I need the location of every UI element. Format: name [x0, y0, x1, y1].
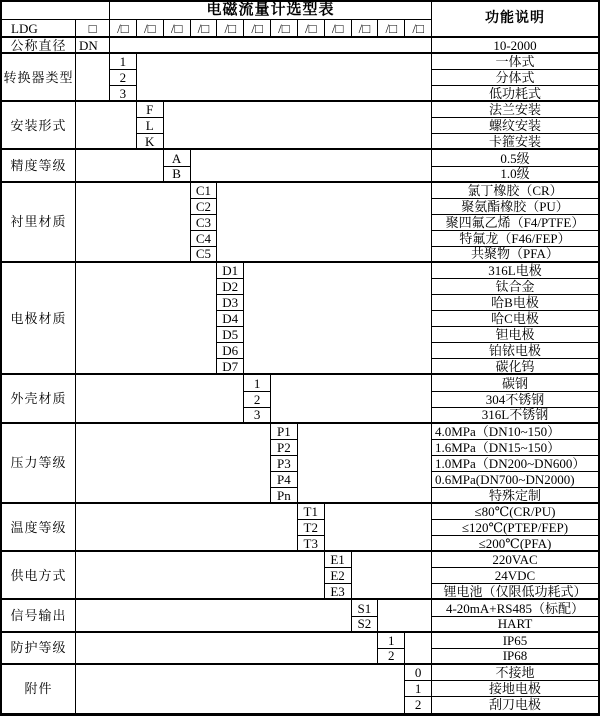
option-desc: 1.0MPa（DN200~DN600）: [432, 456, 598, 472]
option-code: C3: [191, 215, 218, 231]
option-code: K: [137, 134, 164, 150]
spacer-cell: [76, 424, 271, 504]
model-code-box: □: [76, 20, 110, 38]
spacer-cell: [378, 600, 432, 632]
model-code-slot: /□: [352, 20, 379, 38]
spacer-cell: [164, 102, 432, 150]
option-desc: 220VAC: [432, 552, 598, 568]
option-code: D1: [217, 263, 244, 279]
option-code: D7: [217, 359, 244, 375]
spacer-cell: [76, 504, 298, 552]
spacer-cell: [76, 102, 137, 150]
option-desc: ≤80℃(CR/PU): [432, 504, 598, 520]
option-desc: IP65: [432, 633, 598, 649]
option-desc: 锂电池（仅限低功耗式）: [432, 584, 598, 600]
model-code-slot: /□: [164, 20, 191, 38]
title-row-spacer: [2, 2, 110, 20]
group-label: 转换器类型: [2, 54, 76, 102]
spacer-cell: [298, 424, 432, 504]
option-code: T3: [298, 536, 325, 552]
group-label: 供电方式: [2, 552, 76, 600]
spacer-cell: [76, 375, 244, 423]
option-desc: 1.0级: [432, 167, 598, 183]
option-code: P2: [271, 440, 298, 456]
option-code: A: [164, 150, 191, 166]
spacer-cell: [352, 552, 433, 600]
option-code: Pn: [271, 488, 298, 504]
model-code-slot: /□: [110, 20, 137, 38]
option-code: D5: [217, 327, 244, 343]
option-code: B: [164, 167, 191, 183]
option-code: 2: [244, 392, 271, 408]
option-desc: 0.6MPa(DN700~DN2000): [432, 472, 598, 488]
option-code: 2: [405, 697, 432, 713]
spacer-cell: [405, 633, 432, 665]
option-desc: 刮刀电极: [488, 697, 541, 713]
option-desc: 特氟龙（F46/FEP）: [432, 231, 598, 247]
option-desc: 聚四氟乙烯（F4/PTFE）: [432, 215, 598, 231]
option-desc: 接地电极: [432, 681, 598, 697]
group-label: 外壳材质: [2, 375, 76, 423]
model-code-slot: /□: [405, 20, 432, 38]
spacer-cell: [76, 263, 217, 376]
group-label-diameter: 公称直径: [2, 38, 76, 54]
option-code: D6: [217, 343, 244, 359]
group-label: 安装形式: [2, 102, 76, 150]
spacer-cell: [76, 665, 405, 713]
option-desc: 0.5级: [432, 150, 598, 166]
spacer-cell: [217, 183, 432, 263]
group-label: 压力等级: [2, 424, 76, 504]
spacer-cell: [110, 38, 432, 54]
option-code: C2: [191, 199, 218, 215]
spacer-cell: [191, 150, 433, 182]
group-label: 衬里材质: [2, 183, 76, 263]
option-desc: 哈C电极: [432, 311, 598, 327]
option-code: 1: [378, 633, 405, 649]
group-label: 温度等级: [2, 504, 76, 552]
option-code: 1: [244, 375, 271, 391]
option-code: C4: [191, 231, 218, 247]
option-code: 2: [110, 70, 137, 86]
model-code-slot: /□: [137, 20, 164, 38]
option-desc: 哈B电极: [432, 295, 598, 311]
model-prefix-label: LDG: [2, 20, 76, 38]
option-code: 1: [110, 54, 137, 70]
option-desc: 316L不锈钢: [432, 408, 598, 424]
option-desc: 聚氨酯橡胶（PU）: [432, 199, 598, 215]
option-code: 3: [110, 86, 137, 102]
option-code: C1: [191, 183, 218, 199]
option-code: T2: [298, 520, 325, 536]
option-desc: ≤200℃(PFA): [432, 536, 598, 552]
option-code: 1: [405, 681, 432, 697]
option-code: E1: [325, 552, 352, 568]
group-label: 信号输出: [2, 600, 76, 632]
option-code: P3: [271, 456, 298, 472]
model-code-slot: /□: [217, 20, 244, 38]
option-desc: 分体式: [432, 70, 598, 86]
option-desc: 特殊定制: [432, 488, 598, 504]
option-desc: 钽电极: [432, 327, 598, 343]
option-desc: 低功耗式: [432, 86, 598, 102]
option-code: 0: [405, 665, 432, 681]
option-desc: ≤120℃(PTEP/FEP): [432, 520, 598, 536]
option-code: T1: [298, 504, 325, 520]
spacer-cell: [325, 504, 432, 552]
option-desc: 螺纹安装: [432, 118, 598, 134]
group-label: 电极材质: [2, 263, 76, 376]
spacer-cell: [244, 263, 432, 376]
option-desc: 不接地: [432, 665, 598, 681]
option-code: D2: [217, 279, 244, 295]
option-code: P4: [271, 472, 298, 488]
option-desc: 一体式: [432, 54, 598, 70]
option-code: DN: [76, 38, 110, 54]
spacer-cell: [76, 600, 352, 632]
model-code-slot: /□: [244, 20, 271, 38]
option-desc: HART: [432, 617, 598, 633]
option-code: E2: [325, 568, 352, 584]
option-code: P1: [271, 424, 298, 440]
model-code-slot: /□: [325, 20, 352, 38]
option-desc: 卡箍安装: [432, 134, 598, 150]
group-label: 附件: [2, 665, 76, 713]
function-column-header: 功能说明: [432, 2, 598, 38]
option-code: 2: [378, 649, 405, 665]
option-code: E3: [325, 584, 352, 600]
table-title: 电磁流量计选型表: [110, 2, 432, 20]
option-code: D3: [217, 295, 244, 311]
model-code-slot: /□: [191, 20, 218, 38]
option-desc: 氯丁橡胶（CR）: [432, 183, 598, 199]
option-desc: IP68: [432, 649, 598, 665]
option-code: 3: [244, 408, 271, 424]
option-desc: 4.0MPa（DN10~150）: [432, 424, 598, 440]
option-code: D4: [217, 311, 244, 327]
spacer-cell: [76, 183, 191, 263]
model-code-slot: /□: [271, 20, 298, 38]
group-label: 精度等级: [2, 150, 76, 182]
model-code-slot: /□: [298, 20, 325, 38]
option-desc: 4-20mA+RS485（标配）: [432, 600, 598, 616]
spacer-cell: [271, 375, 432, 423]
option-code: L: [137, 118, 164, 134]
spacer-cell: [76, 54, 110, 102]
option-desc: 法兰安装: [432, 102, 598, 118]
option-desc: 共聚物（PFA）: [432, 247, 598, 263]
model-code-slot: /□: [378, 20, 405, 38]
option-desc: 铂铱电极: [432, 343, 598, 359]
option-desc: 碳化钨: [432, 359, 598, 375]
option-desc: 10-2000: [432, 38, 598, 54]
option-desc: 钛合金: [432, 279, 598, 295]
option-desc: 24VDC: [432, 568, 598, 584]
option-code: C5: [191, 247, 218, 263]
spacer-cell: [137, 54, 432, 102]
option-code: F: [137, 102, 164, 118]
group-label: 防护等级: [2, 633, 76, 665]
option-code: S2: [352, 617, 379, 633]
option-desc: 1.6MPa（DN15~150）: [432, 440, 598, 456]
option-desc: 碳钢: [432, 375, 598, 391]
spacer-cell: [76, 633, 378, 665]
option-desc: 304不锈钢: [432, 392, 598, 408]
option-desc: 316L电极: [432, 263, 598, 279]
spacer-cell: [76, 150, 164, 182]
spacer-cell: [76, 552, 325, 600]
option-code: S1: [352, 600, 379, 616]
